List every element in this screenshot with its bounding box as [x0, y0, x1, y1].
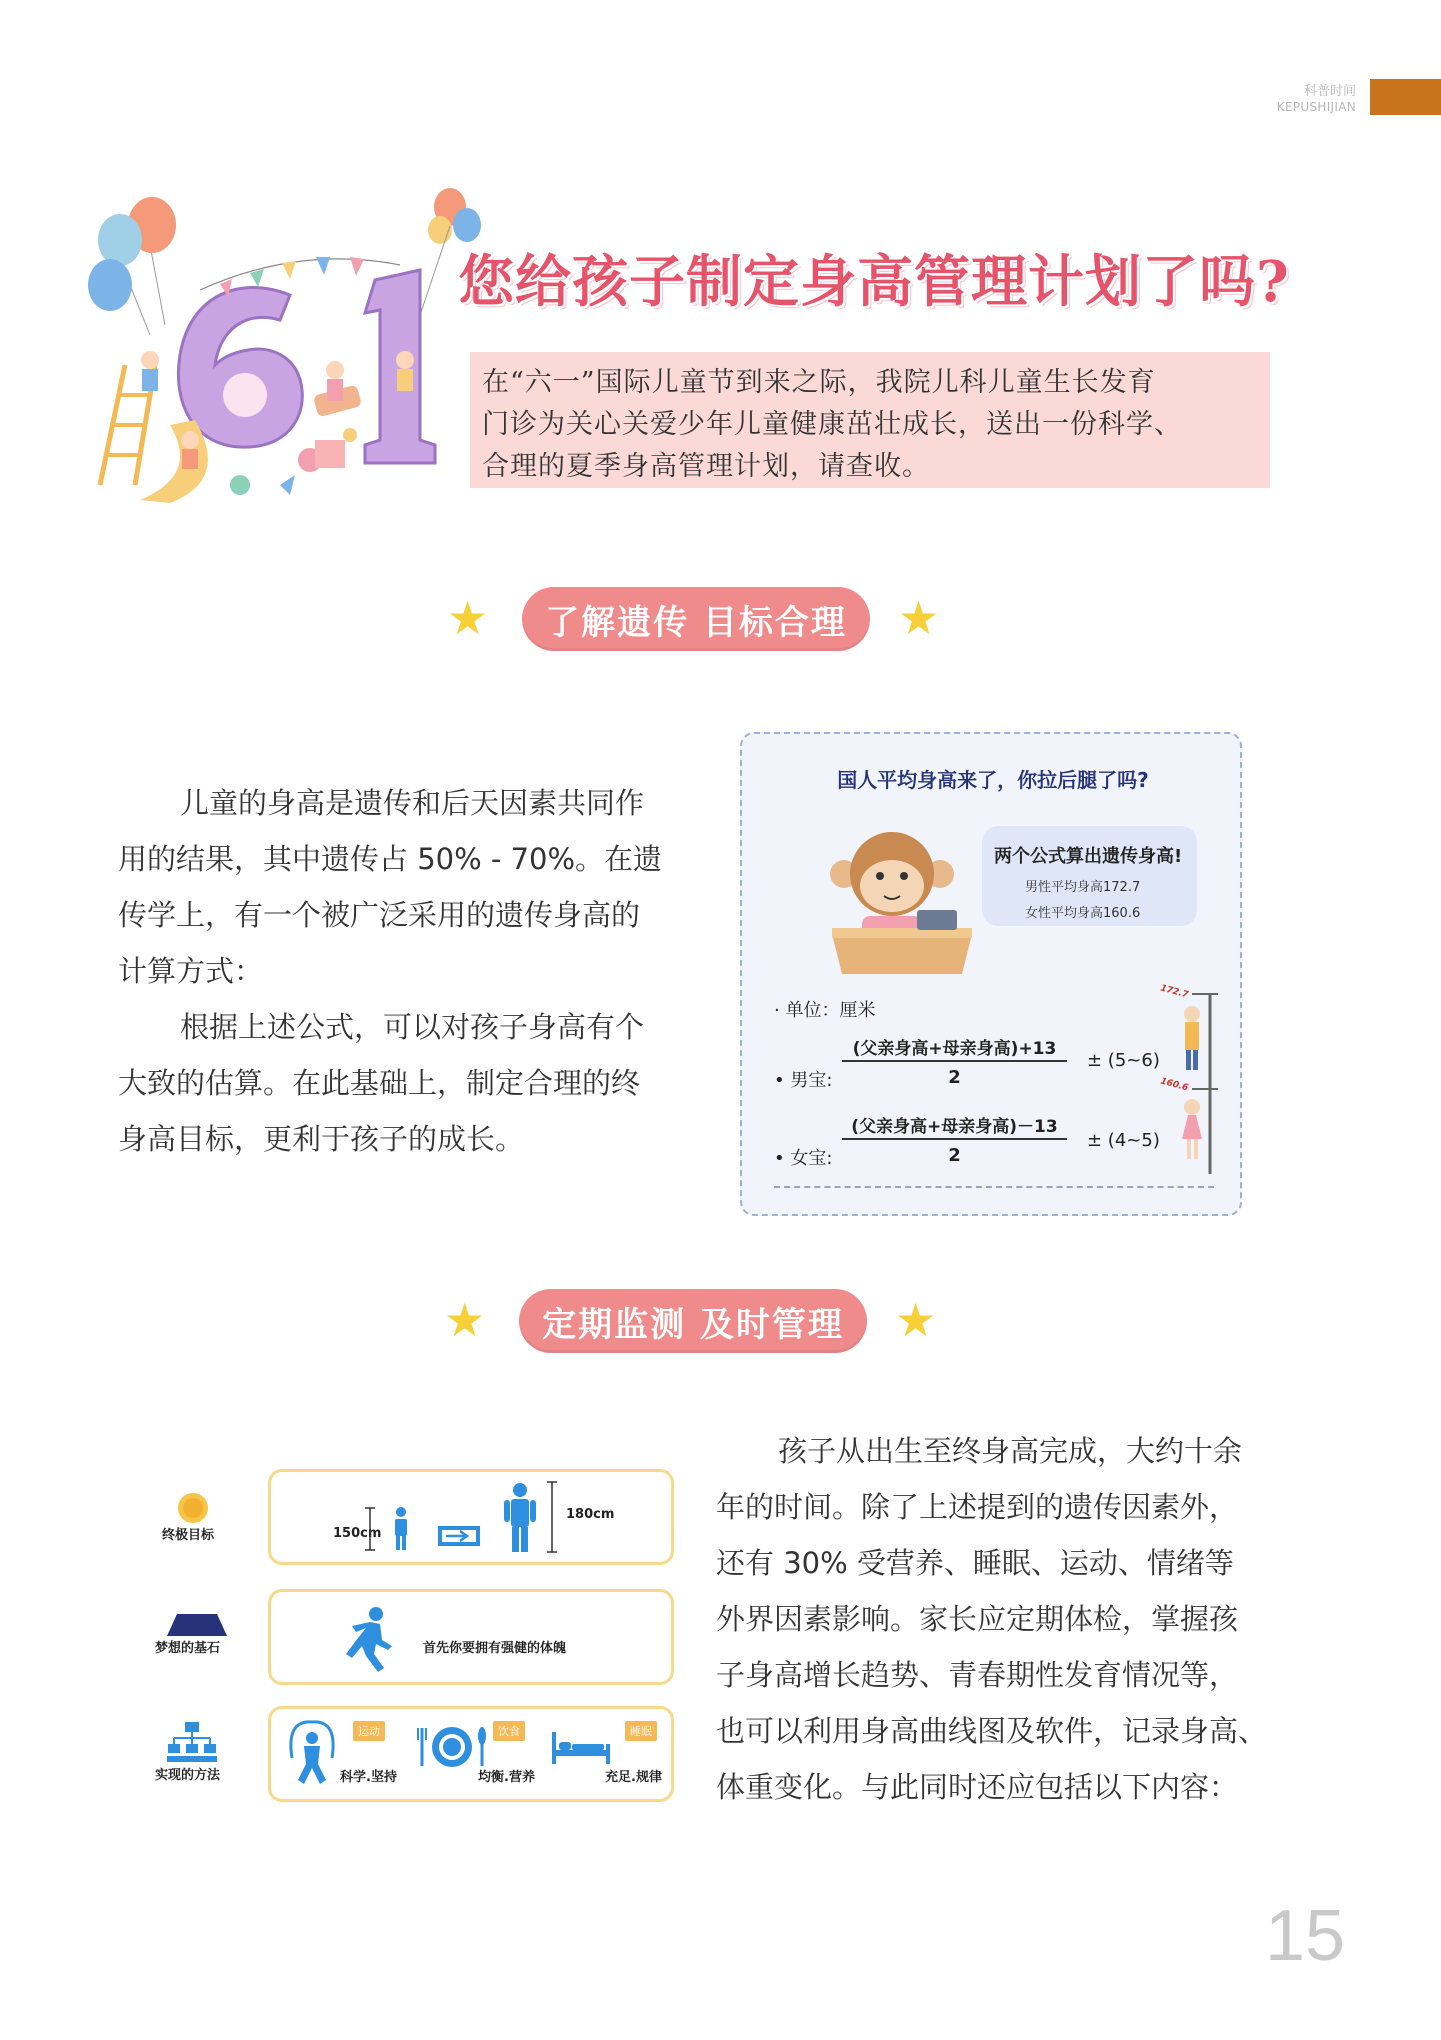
meal-icon	[416, 1722, 490, 1772]
section-label-en: KEPUSHIJIAN	[1276, 100, 1356, 114]
bubble-title: 两个公式算出遗传身高!	[994, 846, 1183, 867]
male-average-height: 男性平均身高172.7	[1025, 880, 1141, 895]
monkey-icon	[822, 824, 982, 984]
star-icon: ★	[895, 1293, 937, 1347]
section-label-cn: 科普时间	[1303, 84, 1356, 99]
strong-body-text: 首先你要拥有强健的体魄	[423, 1641, 567, 1656]
section2-line-2: 年的时间。除了上述提到的遗传因素外，	[716, 1490, 1239, 1524]
balloon-icon	[98, 214, 142, 266]
page-number: 15	[1265, 1896, 1346, 1976]
boy-label: • 男宝:	[774, 1070, 833, 1091]
height-formula-card	[740, 732, 1242, 1216]
balloon-icon	[88, 259, 132, 311]
intro-line-1: 在“六一”国际儿童节到来之际，我院儿科儿童生长发育	[482, 367, 1156, 398]
section1-line-4: 计算方式：	[118, 954, 264, 988]
star-icon: ★	[447, 591, 489, 645]
section1-line-7: 身高目标，更利于孩子的成长。	[118, 1122, 525, 1156]
foundation-icon	[167, 1614, 227, 1636]
foundation-label: 梦想的基石	[155, 1641, 221, 1656]
boy-formula-denominator: 2	[948, 1067, 961, 1088]
girl-label: • 女宝:	[774, 1148, 833, 1169]
sleep-tag: 睡眠	[625, 1721, 657, 1741]
boy-formula-fraction-line	[842, 1060, 1067, 1062]
boy-formula-range: ± (5~6)	[1087, 1050, 1160, 1071]
section2-line-1: 孩子从出生至终身高完成，大约十余	[778, 1434, 1243, 1468]
running-person-icon	[340, 1606, 400, 1674]
section2-paragraph	[716, 1423, 1296, 1815]
section2-line-7: 体重变化。与此同时还应包括以下内容：	[716, 1770, 1239, 1804]
section2-line-4: 外界因素影响。家长应定期体检，掌握孩	[716, 1602, 1239, 1636]
unit-label: · 单位：厘米	[774, 1000, 876, 1021]
star-icon: ★	[898, 591, 940, 645]
ultimate-goal-label: 终极目标	[162, 1528, 215, 1543]
section1-line-6: 大致的估算。在此基础上，制定合理的终	[118, 1066, 641, 1100]
section2-line-5: 子身高增长趋势、青春期性发育情况等，	[716, 1658, 1239, 1692]
intro-line-3: 合理的夏季身高管理计划，请查收。	[482, 451, 930, 482]
section1-line-5: 根据上述公式，可以对孩子身高有个	[180, 1010, 645, 1044]
girl-formula-denominator: 2	[948, 1145, 961, 1166]
header-accent-bar	[1370, 79, 1441, 115]
diet-tag: 饮食	[493, 1721, 525, 1741]
sport-text: 科学.坚持	[340, 1770, 397, 1785]
sun-target-icon	[177, 1492, 209, 1524]
female-average-height: 女性平均身高160.6	[1025, 906, 1141, 921]
girl-formula-fraction-line	[842, 1138, 1067, 1140]
star-icon: ★	[444, 1293, 486, 1347]
method-tree-icon	[167, 1722, 217, 1764]
intro-line-2: 门诊为关心关爱少年儿童健康茁壮成长，送出一份科学、	[482, 409, 1182, 440]
method-label: 实现的方法	[155, 1768, 221, 1783]
height-growth-icon	[360, 1480, 580, 1560]
boy-formula-numerator: (父亲身高+母亲身高)+13	[852, 1039, 1057, 1059]
bed-icon	[550, 1730, 612, 1766]
target-height-label: 180cm	[566, 1507, 615, 1522]
section1-line-1: 儿童的身高是遗传和后天因素共同作	[180, 786, 645, 820]
girl-height-mark: 160.6	[1159, 1076, 1190, 1094]
girl-formula-range: ± (4~5)	[1087, 1130, 1160, 1151]
jump-rope-icon	[286, 1718, 338, 1790]
sleep-text: 充足.规律	[605, 1770, 662, 1785]
diet-text: 均衡.营养	[478, 1770, 535, 1785]
section-heading-heredity: 了解遗传 目标合理	[522, 587, 870, 651]
sport-tag: 运动	[353, 1721, 385, 1741]
card-divider	[774, 1186, 1214, 1188]
section1-line-2: 用的结果，其中遗传占 50% - 70%。在遗	[118, 842, 663, 876]
section2-line-6: 也可以利用身高曲线图及软件，记录身高、	[716, 1714, 1268, 1748]
section1-paragraph	[118, 775, 698, 1167]
start-height-label: 150cm	[333, 1526, 382, 1541]
page-title: 您给孩子制定身高管理计划了吗?	[458, 249, 1290, 315]
boy-height-mark: 172.7	[1159, 983, 1190, 1001]
childrens-day-illustration	[80, 185, 510, 505]
section1-line-3: 传学上，有一个被广泛采用的遗传身高的	[118, 898, 641, 932]
balloon-icon	[453, 208, 481, 242]
section2-line-3: 还有 30% 受营养、睡眠、运动、情绪等	[716, 1546, 1234, 1580]
section-heading-monitoring: 定期监测 及时管理	[519, 1289, 867, 1353]
card-title: 国人平均身高来了，你拉后腿了吗?	[837, 768, 1149, 792]
girl-formula-numerator: (父亲身高+母亲身高)－13	[851, 1117, 1058, 1137]
